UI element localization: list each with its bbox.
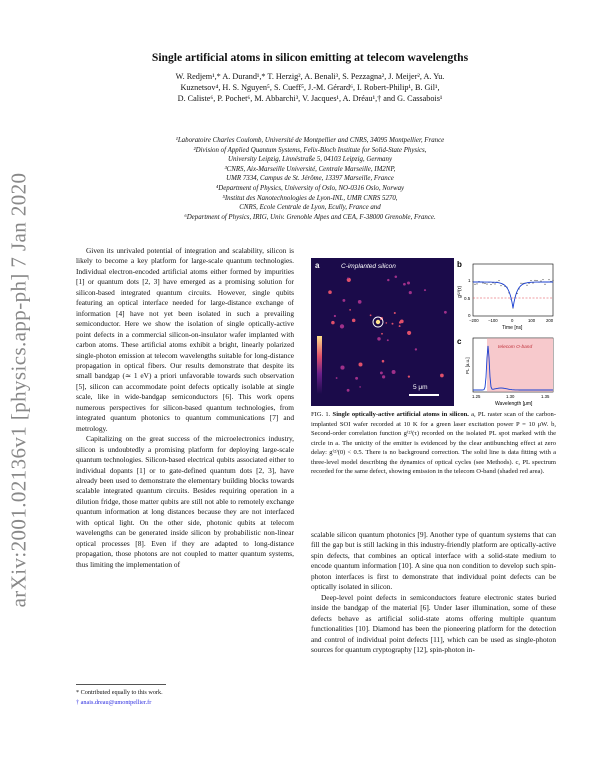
body-paragraph: Capitalizing on the great success of the microelectronics industry, silicon is undoubtedly a promising platform for deploying large-scale quantum technologies. Silicon-based electrical qubits associated either to individual dopants [1] or to gate-defined quantum dots [2, 3], have already been used to demonstrate the elementary building blocks towards scalable integrated quantum circuits. Besides requiring operation in a dilution fridge, those matter qubits are still not able to remotely exchange quantum information at long distances because they are not interfaced with optical light. On the other side, photonic qubits at telecom wavelengths can be generated inside silicon by probabilistic non-linear optical processes [8]. Even if they are adapted to long-distance propagation, those photons are not coupled to matter quantum systems, thus limiting the implementation of (76, 434, 294, 569)
affiliation-line: ⁶Department of Physics, IRIG, Univ. Grenoble Alpes and CEA, F-38000 Grenoble, France. (184, 213, 436, 221)
g2-data-point (542, 279, 543, 280)
pl-spot (349, 309, 351, 311)
pl-spot (381, 333, 383, 335)
g2-xtick: −200 (469, 318, 479, 323)
g2-data-point (486, 284, 487, 285)
pl-spot (340, 324, 344, 328)
pl-spot (380, 371, 383, 374)
pl-spot (424, 289, 426, 291)
g2-data-point (482, 282, 483, 283)
pl-spot (415, 348, 417, 350)
g2-data-point (536, 280, 537, 281)
caption-label: FIG. 1. (311, 411, 331, 418)
pl-spot (394, 312, 396, 314)
left-column (76, 246, 294, 570)
pl-spot (347, 277, 349, 279)
footnote-rule (76, 684, 166, 685)
bright-emitter-spot (376, 320, 380, 324)
pl-spot (359, 363, 363, 367)
g2-data-point (526, 285, 527, 286)
pl-spot (347, 389, 350, 392)
arxiv-identifier: arXiv:2001.02136v1 [physics.app-ph] 7 Jan 2020 (6, 172, 31, 608)
spectrum-xtick: 1.25 (472, 394, 481, 399)
pl-spot (359, 386, 361, 388)
g2-xtick: 100 (528, 318, 536, 323)
pl-spot (355, 377, 358, 380)
g2-data-point (544, 284, 545, 285)
g2-data-point (498, 280, 499, 281)
spectrum-xtick: 1.35 (541, 394, 550, 399)
author-line: W. Redjem¹,* A. Durand¹,* T. Herzig², A. Benali³, S. Pezzagna², J. Meijer², A. Yu. (175, 72, 445, 81)
pl-spot (352, 319, 356, 323)
author-line: D. Caliste⁶, P. Pochet⁶, M. Abbarchi³, V. Jacques¹, A. Dréau¹,† and G. Cassabois¹ (177, 94, 443, 103)
pl-spot (385, 322, 387, 324)
body-paragraph: Deep-level point defects in semiconductors feature electronic states buried inside the bandgap of the material [6]. Under laser illumination, some of these defects behave as artificial solid-state atoms offering multiple quantum functionalities [10]. Diamond has been the pioneering platform for the detection and control of individual point defects [11], which can be used as single-photon sources for quantum cryptography [12], spin-photon in- (311, 592, 556, 654)
o-band-label: telecom O-band (498, 345, 533, 350)
pl-spot (334, 315, 336, 317)
affiliation-line: ⁴Department of Physics, University of Oslo, NO-0316 Oslo, Norway (215, 184, 405, 192)
affiliation-line: ³CNRS, Aix-Marseille Université, Centrale Marseille, IM2NP, (224, 165, 396, 173)
footnotes (76, 684, 296, 707)
affiliation-line: ¹Laboratoire Charles Coulomb, Université de Montpellier and CNRS, 34095 Montpellier, France (175, 137, 445, 144)
g2-data-point (520, 283, 521, 284)
pl-spot (328, 290, 332, 294)
pl-spot (408, 375, 410, 377)
author-list (70, 71, 550, 104)
pl-spot (331, 321, 335, 325)
g2-data-point (532, 283, 533, 284)
pl-spot (387, 339, 389, 341)
pl-spot (409, 291, 412, 294)
author-line: Kuznetsov⁴, H. S. Nguyen⁵, S. Cueff⁵, J.-M. Gérard⁶, I. Robert-Philip¹, B. Gil¹, (180, 83, 440, 92)
g2-ytick: 1 (468, 278, 471, 283)
pl-spot (392, 370, 396, 374)
figure-caption (311, 410, 556, 477)
spectrum-ylabel: PL [a.u.] (465, 357, 470, 374)
pl-spot (400, 320, 404, 324)
pl-spot (336, 377, 338, 379)
spectrum-xtick: 1.30 (506, 394, 515, 399)
pl-spot (407, 331, 411, 335)
right-column (311, 530, 556, 655)
footnote-equal-contribution: * Contributed equally to this work. (76, 689, 163, 696)
affiliation-line: ⁵Institut des Nanotechnologies de Lyon-INL, UMR CNRS 5270, (222, 194, 398, 202)
panel-a-label: a (315, 261, 320, 270)
pl-spot (395, 276, 398, 279)
pl-spot (342, 299, 345, 302)
abstract-paragraph: Given its unrivaled potential of integration and scalability, silicon is likely to become a key platform for large-scale quantum technologies. Individual electron-encoded artificial atoms either formed by impurities [1] or quantum dots [2, 3] have emerged as a promising solution for silicon-based integrated quantum circuits. However, single qubits featuring an optical interface needed for large-distance exchange of information [4] have not yet been isolated in such a prevailing semiconductor. Here we show the isolation of single optically-active point defects in a commercial silicon-on-insulator wafer implanted with carbon atoms. These artificial atoms exhibit a bright, linearly polarized single-photon emission at telecom wavelengths suitable for long-distance propagation in optical fibers. Our results demonstrate that despite its small bandgap (≃ 1 eV) a priori unfavorable towards such observation [5], silicon can accommodate point defects optically isolable at single scale, like in wide-bandgap semiconductors [6]. This work opens numerous perspectives for silicon-based quantum technologies, from integrated quantum photonics to quantum communications [7] and metrology. (76, 246, 294, 433)
caption-title: Single optically-active artificial atoms in silicon. (332, 411, 469, 418)
caption-text: a, PL raster scan of the carbon-implanted SOI wafer recorded at 10 K for a green laser excitation power P = 10 μW. b, Second-order correlation function g⁽²⁾(τ) recorded on the isolated PL spot marked with the circle in a. The unicity of the emitter is evidenced by the clear antibunching effect at zero delay: g⁽²⁾(0) < 0.5. There is no background correction. The solid line is data fitting with a three-level model describing the dynamics of optical cycles (see Methods). c, PL spectrum recorded for the same defect, showing emission in the telecom O-band (shaded red area). (311, 411, 556, 476)
g2-data-point (474, 284, 475, 285)
affiliation-line: UMR 7334, Campus de St. Jérôme, 13397 Marseille, France (226, 175, 394, 183)
pl-spot (440, 374, 444, 378)
scale-bar-label: 5 μm (413, 384, 428, 391)
pl-spot (370, 314, 372, 316)
pl-spot (382, 375, 385, 378)
g2-data-point (490, 284, 491, 285)
g2-data-point (476, 283, 477, 284)
g2-data-point (530, 280, 531, 281)
pl-spot (340, 366, 344, 370)
pl-spot (382, 360, 385, 363)
g2-xtick: 0 (511, 318, 514, 323)
g2-data-point (540, 281, 541, 282)
g2-ylabel: g⁽²⁾(τ) (457, 285, 463, 298)
panel-b-label: b (457, 260, 462, 269)
affiliation-line: University Leipzig, Linnéstraße 5, 04103 Leipzig, Germany (227, 156, 393, 164)
pl-spot (407, 282, 410, 285)
pl-spot (358, 300, 362, 304)
spectrum-xlabel: Wavelength [μm] (495, 401, 533, 406)
pl-spot (399, 325, 401, 327)
g2-data-point (552, 280, 553, 281)
g2-data-point (500, 285, 501, 286)
pl-scan-image (311, 258, 454, 406)
g2-xlabel: Time [ns] (502, 325, 523, 331)
g2-xtick: −100 (488, 318, 498, 323)
paper-title: Single artificial atoms in silicon emitting at telecom wavelengths (151, 51, 469, 64)
g2-ytick: 0.5 (464, 296, 471, 301)
pl-spot (444, 311, 447, 314)
g2-data-point (484, 283, 485, 284)
g2-xtick: 200 (546, 318, 554, 323)
pl-spot (387, 279, 389, 281)
affiliation-list (70, 136, 550, 222)
figure-1 (311, 258, 556, 406)
pl-spot (377, 337, 380, 340)
g2-data-point (494, 283, 495, 284)
g2-data-point (548, 279, 549, 280)
arxiv-sidebar (2, 172, 36, 608)
pl-spot (392, 323, 394, 325)
colorbar (317, 336, 322, 394)
affiliation-line: CNRS, Ecole Centrale de Lyon, Ecully, France and (239, 204, 381, 212)
panel-a-title: C-implanted silicon (341, 263, 396, 270)
g2-ytick: 0 (468, 313, 471, 318)
affiliation-line: ²Division of Applied Quantum Systems, Felix-Bloch Institute for Solid-State Physics, (193, 146, 427, 154)
pl-spot (403, 283, 406, 286)
g2-data-point (534, 280, 535, 281)
panel-c-label: c (457, 337, 462, 346)
footnote-email-link[interactable]: † anais.dreau@umontpellier.fr (76, 698, 152, 706)
body-paragraph: scalable silicon quantum photonics [9]. Another type of quantum systems that can fill the gap but is still lacking in this industry-friendly platform are optically-active spin defects, that combines an optical interface with a solid-state medium to encode quantum information [10]. A sine qua non condition to develop such spin-photon interfaces is first to demonstrate that individual point defects can be optically isolated in silicon. (311, 530, 556, 592)
